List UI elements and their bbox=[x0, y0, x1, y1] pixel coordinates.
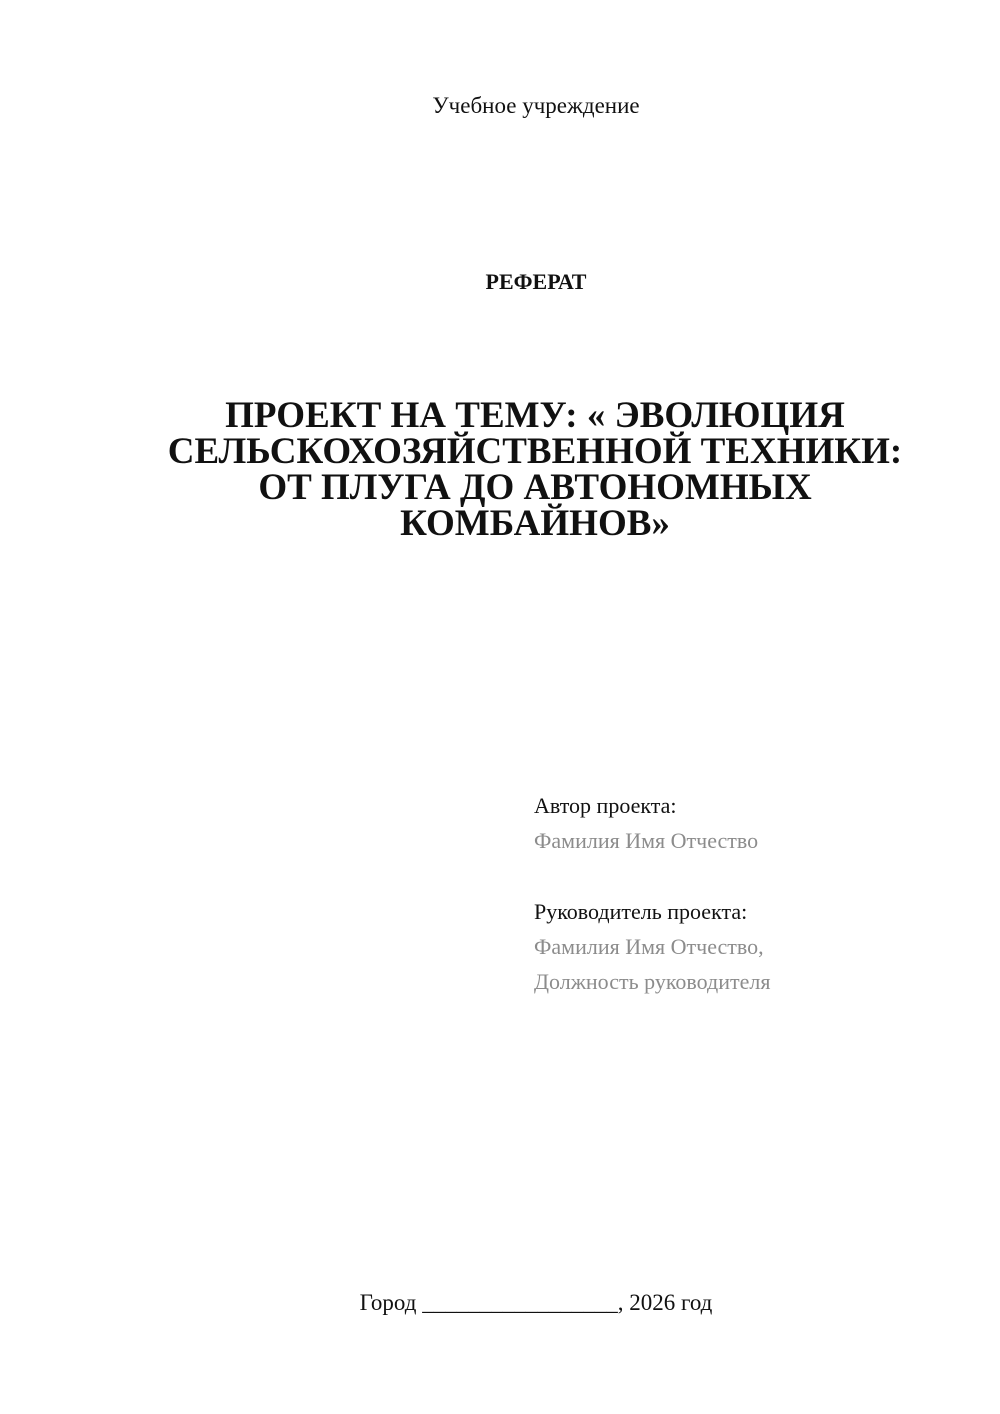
document-type: РЕФЕРАТ bbox=[485, 269, 587, 294]
credits-block bbox=[534, 788, 974, 999]
supervisor-label: Руководитель проекта: bbox=[534, 899, 748, 924]
author-label: Автор проекта: bbox=[534, 793, 677, 818]
document-title-line: ОТ ПЛУГА ДО АВТОНОМНЫХ bbox=[258, 467, 812, 508]
supervisor-position-placeholder: Должность руководителя bbox=[534, 969, 771, 994]
document-title-line: КОМБАЙНОВ» bbox=[400, 503, 670, 544]
institution-name: Учебное учреждение bbox=[432, 93, 640, 118]
document-title-line: ПРОЕКТ НА ТЕМУ: « ЭВОЛЮЦИЯ bbox=[225, 395, 845, 436]
credits-spacer bbox=[534, 858, 974, 894]
city-year-line: Город _________________, 2026 год bbox=[359, 1290, 713, 1315]
document-title-line: СЕЛЬСКОХОЗЯЙСТВЕННОЙ ТЕХНИКИ: bbox=[167, 431, 903, 472]
supervisor-name-placeholder: Фамилия Имя Отчество, bbox=[534, 934, 764, 959]
document-title bbox=[130, 395, 940, 544]
author-name-placeholder: Фамилия Имя Отчество bbox=[534, 828, 759, 853]
